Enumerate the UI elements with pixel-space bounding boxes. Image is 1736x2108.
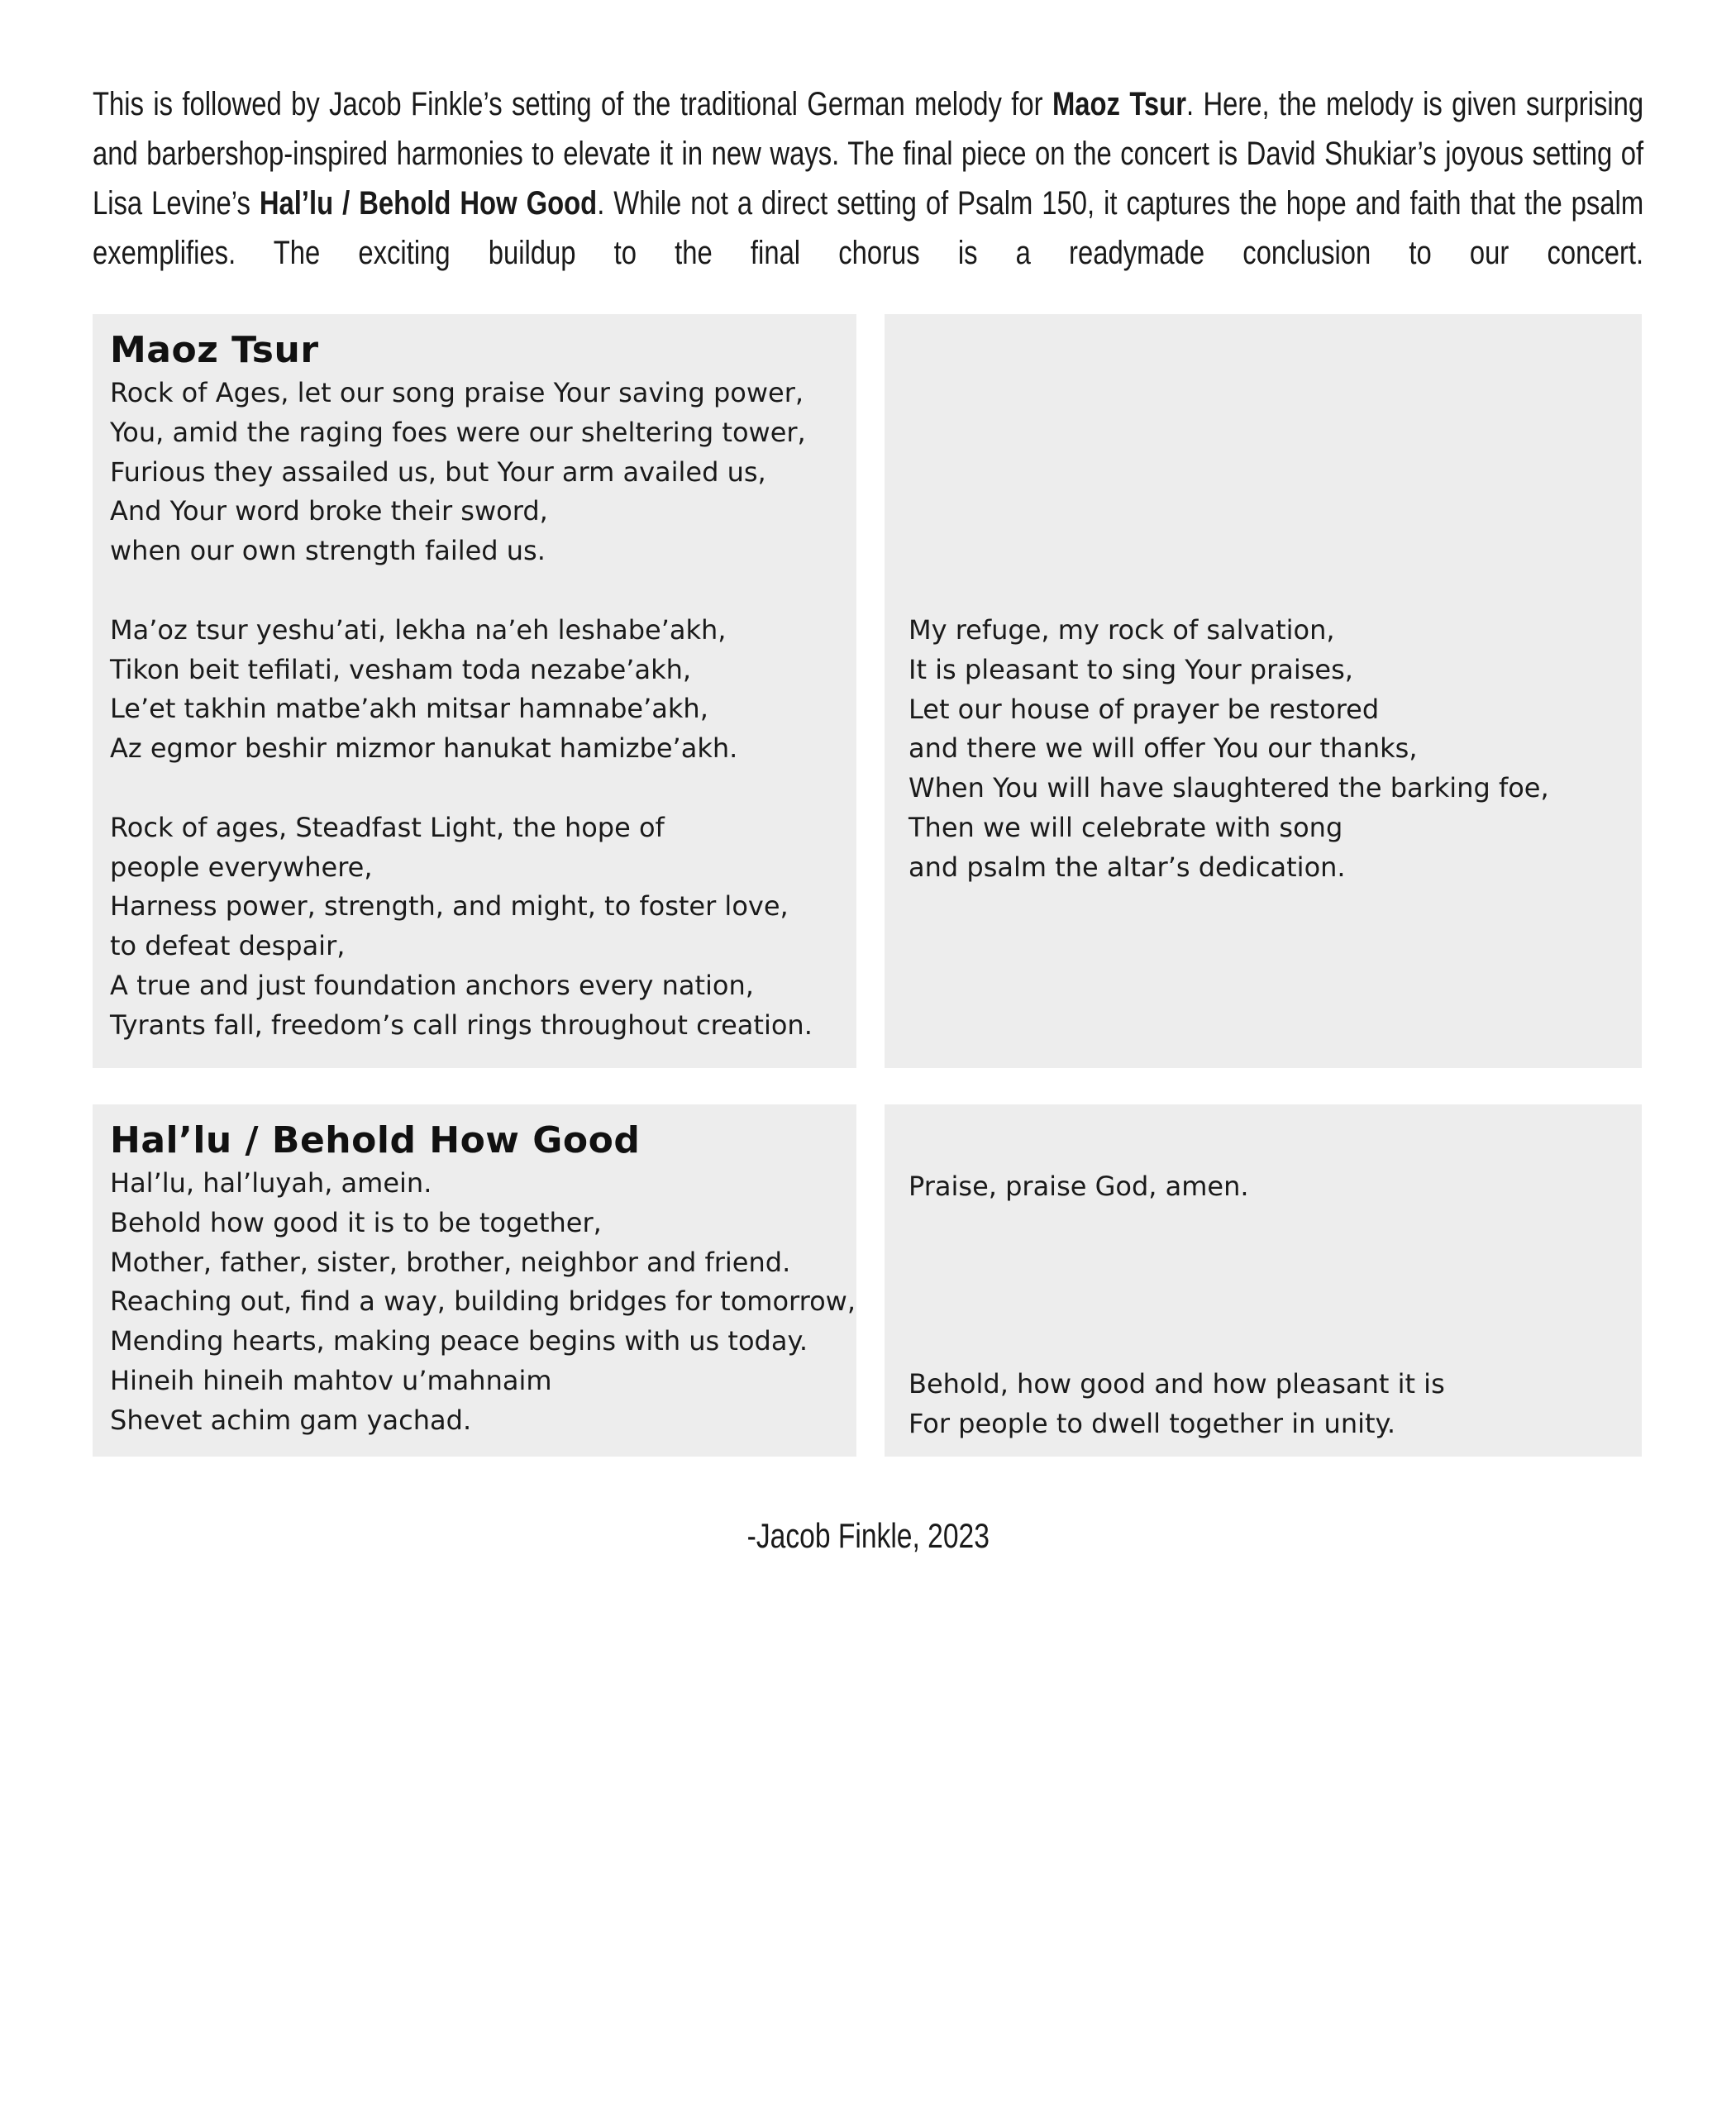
- lyric-line: Furious they assailed us, but Your arm availed us,: [110, 455, 766, 488]
- hallu-translation-top: [909, 1167, 1249, 1207]
- hallu-lyrics: [110, 1164, 856, 1441]
- translation-line: Let our house of prayer be restored: [909, 693, 1380, 725]
- stanza-gap: [110, 571, 856, 611]
- lyric-line: Az egmor beshir mizmor hanukat hamizbe’akh.: [110, 732, 738, 765]
- lyric-line: Rock of Ages, let our song praise Your saving power,: [110, 377, 804, 408]
- lyric-line: And Your word broke their sword,: [110, 495, 548, 527]
- lyric-line: Behold how good it is to be together,: [110, 1206, 602, 1238]
- lyric-line: when our own strength failed us.: [110, 535, 546, 567]
- lyric-line: Rock of ages, Steadfast Light, the hope of: [110, 811, 665, 843]
- hallu-translation-bottom: [909, 1365, 1445, 1444]
- translation-line: Then we will celebrate with song: [909, 811, 1343, 843]
- hallu-lyrics-panel: [93, 1104, 856, 1457]
- translation-line: My refuge, my rock of salvation,: [909, 614, 1335, 646]
- lyric-line: Mother, father, sister, brother, neighbor and friend.: [110, 1246, 791, 1278]
- lyric-line: Ma’oz tsur yeshu’ati, lekha na’eh leshabe’akh,: [110, 613, 727, 646]
- intro-text-2: . Here, the melody is given surprising and barbershop-inspired harmonies to elevate it in new ways. The final piece on the concert is David Shukiar’s joyous setting of Lisa Levine’s: [93, 86, 1644, 222]
- lyric-line: A true and just foundation anchors every nation,: [110, 969, 754, 1001]
- lyric-line: Hineih hineih mahtov u’mahnaim: [110, 1364, 552, 1396]
- intro-title-hallu: Hal’lu / Behold How Good: [259, 185, 598, 222]
- maoz-tsur-lyrics: [110, 374, 856, 1046]
- lyric-line: Reaching out, find a way, building bridges for tomorrow,: [110, 1285, 856, 1318]
- intro-text-1: This is followed by Jacob Finkle’s setting of the traditional German melody for: [93, 86, 1052, 122]
- translation-line: When You will have slaughtered the barking foe,: [909, 772, 1549, 804]
- lyric-line: Tyrants fall, freedom’s call rings throughout creation.: [110, 1009, 813, 1041]
- maoz-tsur-lyrics-panel: [93, 314, 856, 1068]
- hallu-title: Hal’lu / Behold How Good: [110, 1119, 641, 1161]
- translation-line: and psalm the altar’s dedication.: [909, 851, 1346, 883]
- translation-line: It is pleasant to sing Your praises,: [909, 653, 1353, 685]
- intro-title-maoz-tsur: Maoz Tsur: [1052, 86, 1186, 122]
- intro-text-3: . While not a direct setting of Psalm 150, it captures the hope and faith that the psalm exemplifies. The exciting buildup to the final chorus is a readymade conclusion to our concert.: [93, 185, 1644, 271]
- maoz-tsur-translation: [909, 611, 1549, 888]
- translation-line: and there we will offer You our thanks,: [909, 732, 1418, 765]
- author-signature: [0, 1514, 1736, 1557]
- lyric-line: to defeat despair,: [110, 930, 346, 962]
- maoz-tsur-title: Maoz Tsur: [110, 329, 319, 371]
- maoz-tsur-translation-panel: [885, 314, 1642, 1068]
- translation-line: Behold, how good and how pleasant it is: [909, 1368, 1445, 1400]
- lyric-line: Shevet achim gam yachad.: [110, 1404, 472, 1436]
- hallu-translation-panel: [885, 1104, 1642, 1457]
- translation-line: For people to dwell together in unity.: [909, 1407, 1396, 1439]
- stanza-gap: [110, 769, 856, 808]
- translation-line: Praise, praise God, amen.: [909, 1171, 1249, 1202]
- signature-text: -Jacob Finkle, 2023: [746, 1516, 990, 1555]
- lyric-line: Harness power, strength, and might, to foster love,: [110, 890, 789, 923]
- lyric-line: people everywhere,: [110, 851, 373, 883]
- lyric-line: Hal’lu, hal’luyah, amein.: [110, 1167, 432, 1199]
- lyric-line: Mending hearts, making peace begins with us today.: [110, 1325, 808, 1357]
- lyric-line: Le’et takhin matbe’akh mitsar hamnabe’akh,: [110, 693, 708, 725]
- lyric-line: Tikon beit tefilati, vesham toda nezabe’akh,: [110, 653, 692, 685]
- intro-paragraph: [93, 79, 1643, 278]
- lyric-line: You, amid the raging foes were our sheltering tower,: [110, 416, 806, 448]
